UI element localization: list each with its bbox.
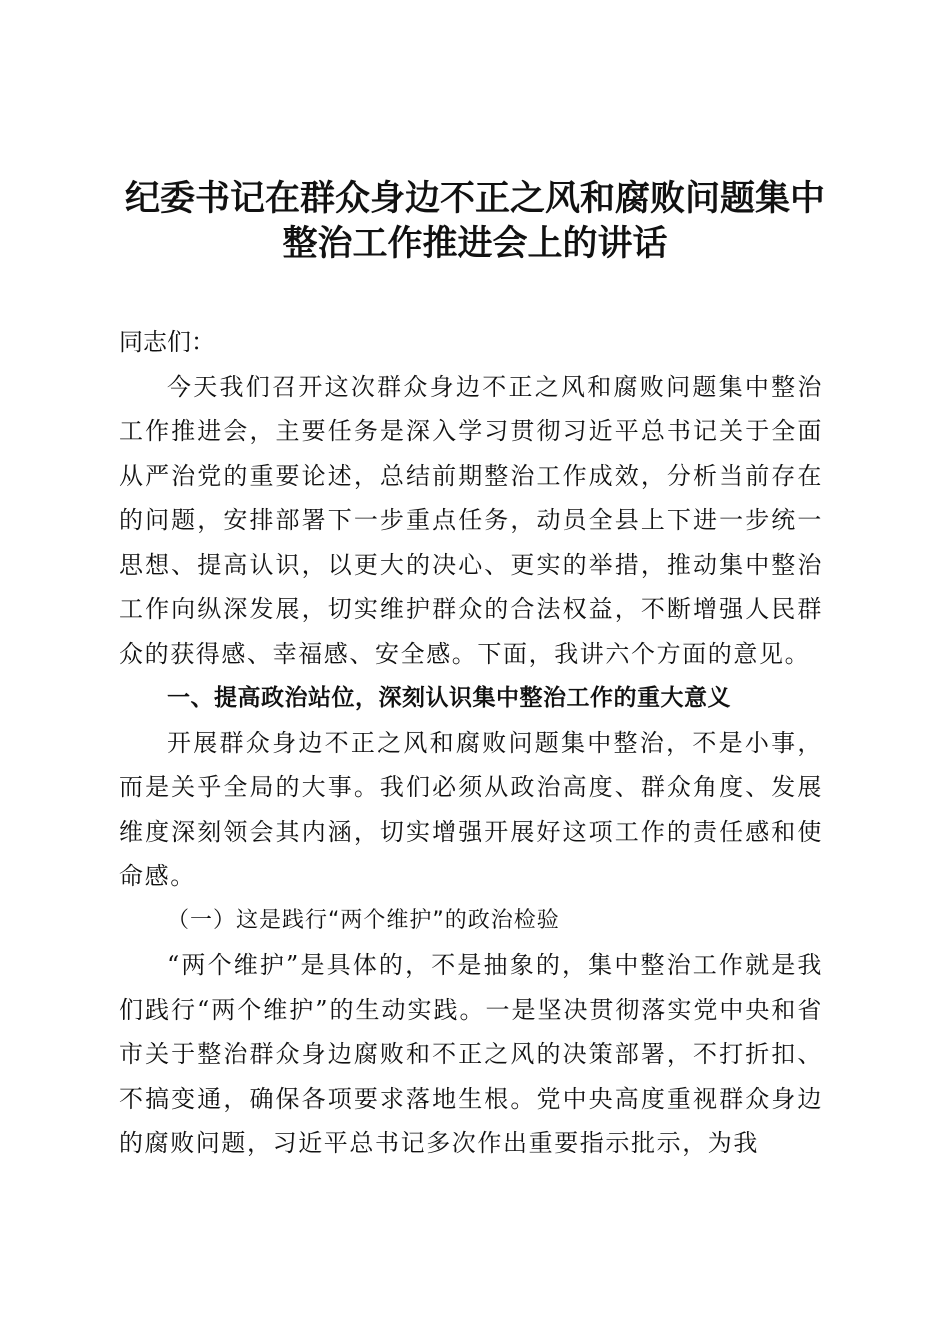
document-body bbox=[119, 320, 823, 1166]
subsection-1-heading: （一）这是践行“两个维护”的政治检验 bbox=[167, 907, 560, 933]
salutation: 同志们： bbox=[119, 328, 215, 356]
subsection-1-paragraph: “两个维护”是具体的，不是抽象的，集中整治工作就是我们践行“两个维护”的生动实践。一是坚决贯彻落实党中央和省市关于整治群众身边腐败和不正之风的决策部署，不打折扣、不搞变通，确保各项要求落地生根。党中央高度重视群众身边的腐败问题，习近平总书记多次作出重要指示批示，为我 bbox=[119, 951, 823, 1157]
title-line-2: 整治工作推进会上的讲话 bbox=[282, 223, 668, 264]
title-line-1: 纪委书记在群众身边不正之风和腐败问题集中 bbox=[124, 178, 825, 219]
section-1-heading: 一、提高政治站位，深刻认识集中整治工作的重大意义 bbox=[167, 685, 731, 711]
document-title bbox=[100, 176, 850, 266]
intro-paragraph: 今天我们召开这次群众身边不正之风和腐败问题集中整治工作推进会，主要任务是深入学习贯彻习近平总书记关于全面从严治党的重要论述，总结前期整治工作成效，分析当前存在的问题，安排部署下一步重点任务，动员全县上下进一步统一思想、提高认识，以更大的决心、更实的举措，推动集中整治工作向纵深发展，切实维护群众的合法权益，不断增强人民群众的获得感、幸福感、安全感。下面，我讲六个方面的意见。 bbox=[119, 372, 823, 668]
section-1-paragraph: 开展群众身边不正之风和腐败问题集中整治，不是小事，而是关乎全局的大事。我们必须从政治高度、群众角度、发展维度深刻领会其内涵，切实增强开展好这项工作的责任感和使命感。 bbox=[119, 728, 823, 890]
